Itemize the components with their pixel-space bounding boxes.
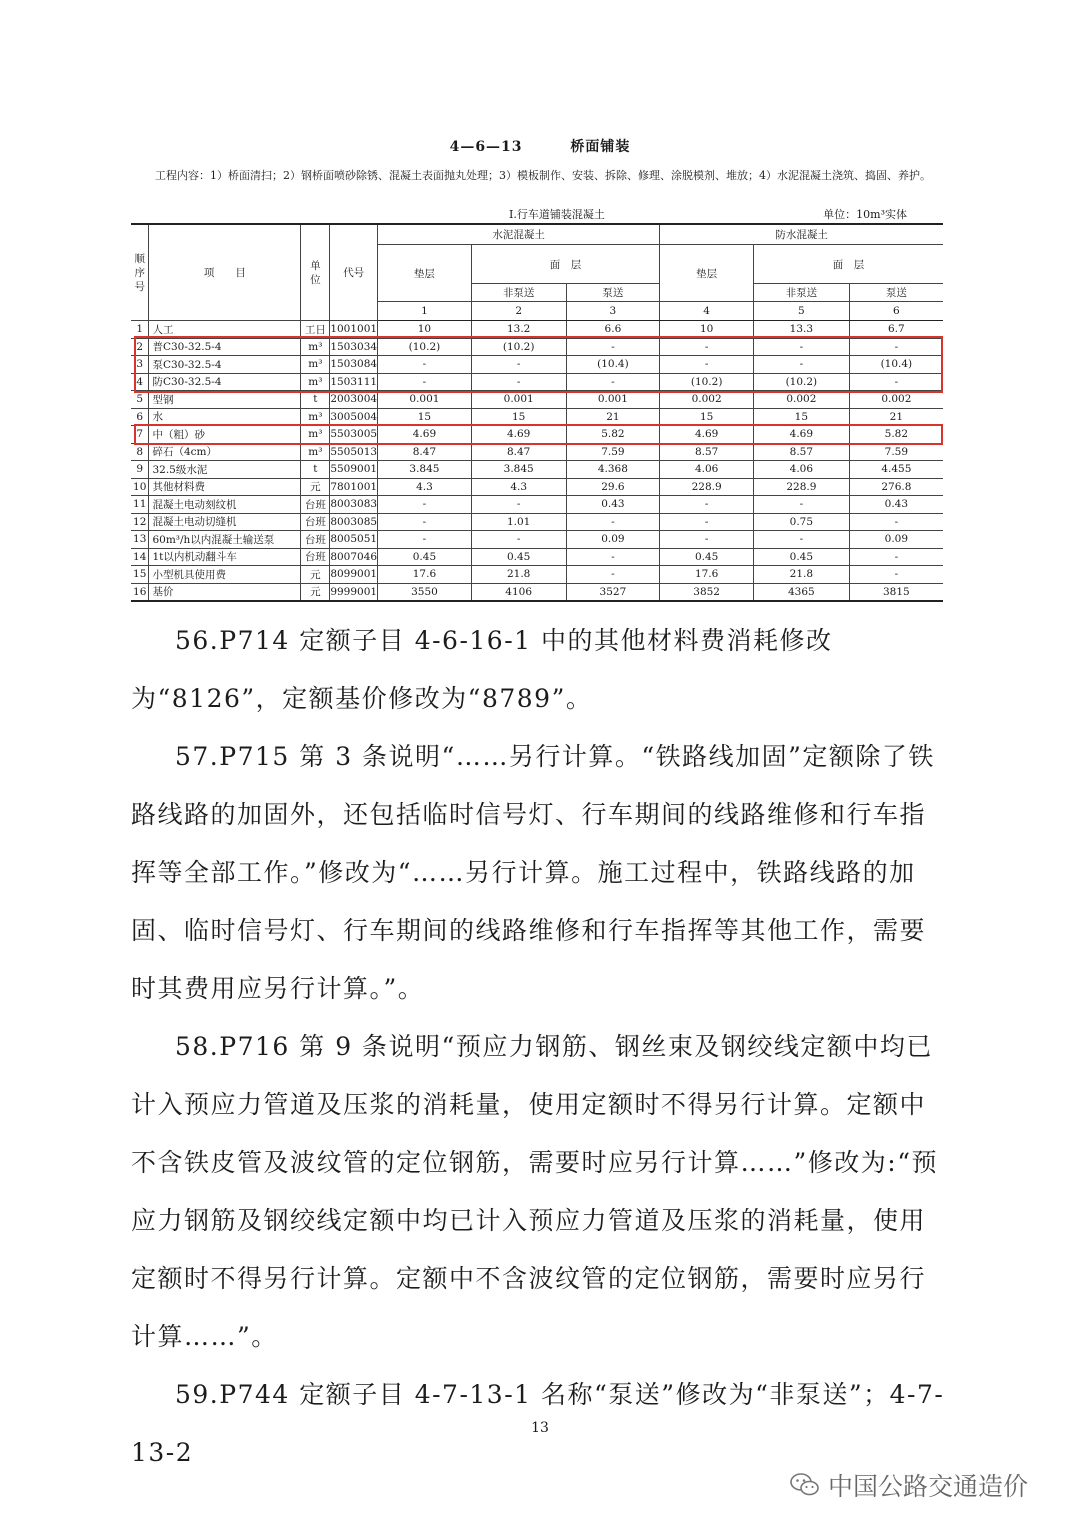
- row-unit: 元: [301, 583, 330, 601]
- header-cushion: 垫层: [660, 245, 754, 302]
- row-unit: 元: [301, 566, 330, 584]
- row-code: 1503034: [330, 338, 378, 356]
- row-value: 21.8: [471, 566, 566, 584]
- row-code: 1001001: [330, 321, 378, 339]
- table-row: [131, 461, 943, 479]
- row-value: 13.3: [754, 321, 850, 339]
- row-unit: 台班: [301, 513, 330, 531]
- row-value: 276.8: [849, 478, 943, 496]
- row-value: 3852: [660, 583, 754, 601]
- row-value: 0.002: [660, 391, 754, 409]
- row-value: -: [378, 531, 472, 549]
- row-value: -: [849, 338, 943, 356]
- row-item-name: 水: [149, 408, 301, 426]
- page-number: 13: [531, 1420, 549, 1436]
- table-row: [131, 321, 943, 339]
- header-non-pump: 非泵送: [471, 284, 566, 302]
- header-waterproof-concrete: 防水混凝土: [660, 224, 943, 245]
- row-value: -: [754, 356, 850, 374]
- row-value: (10.4): [849, 356, 943, 374]
- row-value: -: [471, 373, 566, 391]
- table-subtitle: Ⅰ.行车道铺装混凝土: [509, 208, 605, 221]
- row-value: (10.2): [378, 338, 472, 356]
- row-value: -: [566, 548, 660, 566]
- row-value: -: [660, 356, 754, 374]
- watermark-text: 中国公路交通造价: [828, 1472, 1029, 1501]
- row-value: 4.368: [566, 461, 660, 479]
- table-row: [131, 531, 943, 549]
- row-value: 21: [849, 408, 943, 426]
- row-code: 8003085: [330, 513, 378, 531]
- table-caption: [131, 206, 943, 222]
- row-value: 5.82: [849, 426, 943, 444]
- row-item-name: 混凝土电动切缝机: [149, 513, 301, 531]
- row-unit: 工日: [301, 321, 330, 339]
- section-title: [0, 136, 1080, 156]
- row-number: 16: [131, 583, 149, 601]
- row-number: 13: [131, 531, 149, 549]
- row-value: 21: [566, 408, 660, 426]
- row-value: -: [849, 513, 943, 531]
- row-value: 6.6: [566, 321, 660, 339]
- table-unit: 单位：10m³实体: [823, 208, 907, 221]
- row-value: 10: [660, 321, 754, 339]
- row-value: 15: [754, 408, 850, 426]
- row-value: -: [566, 513, 660, 531]
- row-item-name: 其他材料费: [149, 478, 301, 496]
- row-value: 13.2: [471, 321, 566, 339]
- row-code: 5509001: [330, 461, 378, 479]
- row-item-name: 中（粗）砂: [149, 426, 301, 444]
- paragraph-56: 56.P714 定额子目 4-6-16-1 中的其他材料费消耗修改为“8126”，定额基价修改为“8789”。: [131, 626, 833, 713]
- work-content: 工程内容：1）桥面清扫；2）钢桥面喷砂除锈、混凝土表面抛丸处理；3）模板制作、安装、拆除、修理、涂脱模剂、堆放；4）水泥混凝土浇筑、捣固、养护。: [155, 169, 931, 182]
- row-value: 3550: [378, 583, 472, 601]
- row-value: 8.47: [471, 443, 566, 461]
- table-row: [131, 356, 943, 374]
- row-number: 11: [131, 496, 149, 514]
- row-value: 228.9: [754, 478, 850, 496]
- row-value: 3.845: [471, 461, 566, 479]
- row-code: 1503084: [330, 356, 378, 374]
- row-unit: 台班: [301, 531, 330, 549]
- row-item-name: 型钢: [149, 391, 301, 409]
- row-value: 7.59: [849, 443, 943, 461]
- row-unit: m³: [301, 443, 330, 461]
- row-code: 2003004: [330, 391, 378, 409]
- row-value: 4106: [471, 583, 566, 601]
- row-code: 8007046: [330, 548, 378, 566]
- row-code: 9999001: [330, 583, 378, 601]
- row-value: -: [754, 338, 850, 356]
- row-value: 0.43: [566, 496, 660, 514]
- row-code: 3005004: [330, 408, 378, 426]
- row-value: -: [471, 356, 566, 374]
- row-item-name: 小型机具使用费: [149, 566, 301, 584]
- wechat-icon: [790, 1472, 820, 1498]
- table-row: [131, 338, 943, 356]
- row-value: 0.002: [849, 391, 943, 409]
- row-value: -: [378, 356, 472, 374]
- row-value: 3.845: [378, 461, 472, 479]
- header-pump: 泵送: [849, 284, 943, 302]
- row-value: 4365: [754, 583, 850, 601]
- row-value: (10.2): [471, 338, 566, 356]
- row-value: 4.455: [849, 461, 943, 479]
- row-value: 8.57: [660, 443, 754, 461]
- row-code: 5503005: [330, 426, 378, 444]
- row-number: 4: [131, 373, 149, 391]
- row-value: -: [660, 513, 754, 531]
- row-value: -: [754, 531, 850, 549]
- row-value: -: [471, 496, 566, 514]
- row-number: 15: [131, 566, 149, 584]
- section-code: 4—6—13: [449, 139, 523, 155]
- row-number: 10: [131, 478, 149, 496]
- row-number: 8: [131, 443, 149, 461]
- table-row: [131, 548, 943, 566]
- row-value: 0.09: [849, 531, 943, 549]
- row-number: 7: [131, 426, 149, 444]
- row-unit: m³: [301, 408, 330, 426]
- row-value: -: [660, 531, 754, 549]
- row-number: 2: [131, 338, 149, 356]
- row-value: -: [849, 373, 943, 391]
- table-row: [131, 391, 943, 409]
- row-item-name: 人工: [149, 321, 301, 339]
- row-unit: m³: [301, 338, 330, 356]
- row-value: 0.001: [378, 391, 472, 409]
- row-number: 12: [131, 513, 149, 531]
- header-non-pump: 非泵送: [754, 284, 850, 302]
- column-number: 5: [754, 302, 850, 321]
- row-value: 4.69: [754, 426, 850, 444]
- row-value: 29.6: [566, 478, 660, 496]
- table-row: [131, 513, 943, 531]
- row-number: 3: [131, 356, 149, 374]
- row-code: 8003083: [330, 496, 378, 514]
- row-value: 0.45: [471, 548, 566, 566]
- row-item-name: 泵C30-32.5-4: [149, 356, 301, 374]
- row-value: 0.75: [754, 513, 850, 531]
- row-value: 3815: [849, 583, 943, 601]
- row-unit: m³: [301, 356, 330, 374]
- row-value: 17.6: [378, 566, 472, 584]
- row-value: 4.06: [660, 461, 754, 479]
- row-code: 1503111: [330, 373, 378, 391]
- row-value: 4.06: [754, 461, 850, 479]
- row-value: 8.57: [754, 443, 850, 461]
- row-value: 5.82: [566, 426, 660, 444]
- row-unit: 元: [301, 478, 330, 496]
- row-value: 0.45: [660, 548, 754, 566]
- row-item-name: 碎石（4cm）: [149, 443, 301, 461]
- row-value: 21.8: [754, 566, 850, 584]
- row-value: -: [660, 338, 754, 356]
- row-value: 6.7: [849, 321, 943, 339]
- row-value: 0.002: [754, 391, 850, 409]
- header-unit: 单位: [301, 224, 330, 321]
- column-number: 3: [566, 302, 660, 321]
- table-row: [131, 373, 943, 391]
- row-item-name: 基价: [149, 583, 301, 601]
- row-value: 4.3: [378, 478, 472, 496]
- column-number: 6: [849, 302, 943, 321]
- row-number: 14: [131, 548, 149, 566]
- row-code: 7801001: [330, 478, 378, 496]
- header-seq: 顺序号: [131, 224, 149, 321]
- column-number: 1: [378, 302, 472, 321]
- quota-table: [131, 223, 943, 602]
- watermark: [790, 1468, 1028, 1502]
- paragraph-58: 58.P716 第 9 条说明“预应力钢筋、钢丝束及钢绞线定额中均已计入预应力管道及压浆的消耗量，使用定额时不得另行计算。定额中不含铁皮管及波纹管的定位钢筋，需要时应另行计算……”修改为:“预应力钢筋及钢绞线定额中均已计入预应力管道及压浆的消耗量，使用定额时不得另行计算。定额中不含波纹管的定位钢筋，需要时应另行计算……”。: [131, 1032, 938, 1351]
- table-row: [131, 583, 943, 601]
- row-value: 8.47: [378, 443, 472, 461]
- body-text: [131, 612, 951, 1482]
- row-unit: t: [301, 461, 330, 479]
- row-item-name: 普C30-32.5-4: [149, 338, 301, 356]
- row-code: 5505013: [330, 443, 378, 461]
- row-value: -: [566, 338, 660, 356]
- row-value: 0.45: [378, 548, 472, 566]
- row-unit: 台班: [301, 548, 330, 566]
- row-item-name: 防C30-32.5-4: [149, 373, 301, 391]
- row-value: 228.9: [660, 478, 754, 496]
- row-value: 17.6: [660, 566, 754, 584]
- column-number: 2: [471, 302, 566, 321]
- row-value: 3527: [566, 583, 660, 601]
- header-item: 项 目: [149, 224, 301, 321]
- table-row: [131, 496, 943, 514]
- row-number: 6: [131, 408, 149, 426]
- row-number: 9: [131, 461, 149, 479]
- paragraph-57: 57.P715 第 3 条说明“……另行计算。“铁路线加固”定额除了铁路线路的加固外，还包括临时信号灯、行车期间的线路维修和行车指挥等全部工作。”修改为“……另行计算。施工过程中，铁路线路的加固、临时信号灯、行车期间的线路维修和行车指挥等其他工作，需要时其费用应另行计算。”。: [131, 742, 935, 1003]
- row-item-name: 60m³/h以内混凝土输送泵: [149, 531, 301, 549]
- paragraph-59: 59.P744 定额子目 4-7-13-1 名称“泵送”修改为“非泵送”；4-7-13-2: [131, 1380, 945, 1467]
- row-item-name: 混凝土电动刻纹机: [149, 496, 301, 514]
- table-row: [131, 566, 943, 584]
- header-surface: 面 层: [754, 245, 944, 284]
- row-value: -: [660, 496, 754, 514]
- row-value: (10.2): [754, 373, 850, 391]
- row-value: -: [566, 566, 660, 584]
- row-value: -: [378, 496, 472, 514]
- row-value: -: [378, 513, 472, 531]
- table-row: [131, 443, 943, 461]
- row-value: 4.69: [660, 426, 754, 444]
- row-value: 0.001: [566, 391, 660, 409]
- row-item-name: 1t以内机动翻斗车: [149, 548, 301, 566]
- header-code: 代号: [330, 224, 378, 321]
- row-code: 8099001: [330, 566, 378, 584]
- row-unit: t: [301, 391, 330, 409]
- row-value: 4.69: [471, 426, 566, 444]
- row-value: (10.2): [660, 373, 754, 391]
- row-unit: m³: [301, 373, 330, 391]
- row-value: -: [849, 548, 943, 566]
- table-row: [131, 426, 943, 444]
- header-cement-concrete: 水泥混凝土: [378, 224, 660, 245]
- row-value: 4.69: [378, 426, 472, 444]
- row-code: 8005051: [330, 531, 378, 549]
- header-pump: 泵送: [566, 284, 660, 302]
- row-value: 15: [471, 408, 566, 426]
- row-value: -: [849, 566, 943, 584]
- row-value: (10.4): [566, 356, 660, 374]
- row-value: -: [754, 496, 850, 514]
- row-number: 1: [131, 321, 149, 339]
- row-item-name: 32.5级水泥: [149, 461, 301, 479]
- row-value: 0.43: [849, 496, 943, 514]
- header-surface: 面 层: [471, 245, 659, 284]
- row-value: -: [566, 373, 660, 391]
- row-value: 0.001: [471, 391, 566, 409]
- column-number: 4: [660, 302, 754, 321]
- row-value: -: [378, 373, 472, 391]
- row-value: 10: [378, 321, 472, 339]
- row-value: -: [471, 531, 566, 549]
- table-row: [131, 408, 943, 426]
- table-row: [131, 478, 943, 496]
- header-cushion: 垫层: [378, 245, 472, 302]
- row-unit: m³: [301, 426, 330, 444]
- row-value: 4.3: [471, 478, 566, 496]
- row-value: 15: [378, 408, 472, 426]
- row-value: 0.45: [754, 548, 850, 566]
- row-unit: 台班: [301, 496, 330, 514]
- row-value: 1.01: [471, 513, 566, 531]
- section-name: 桥面铺装: [570, 139, 631, 155]
- row-value: 7.59: [566, 443, 660, 461]
- row-value: 0.09: [566, 531, 660, 549]
- row-value: 15: [660, 408, 754, 426]
- row-number: 5: [131, 391, 149, 409]
